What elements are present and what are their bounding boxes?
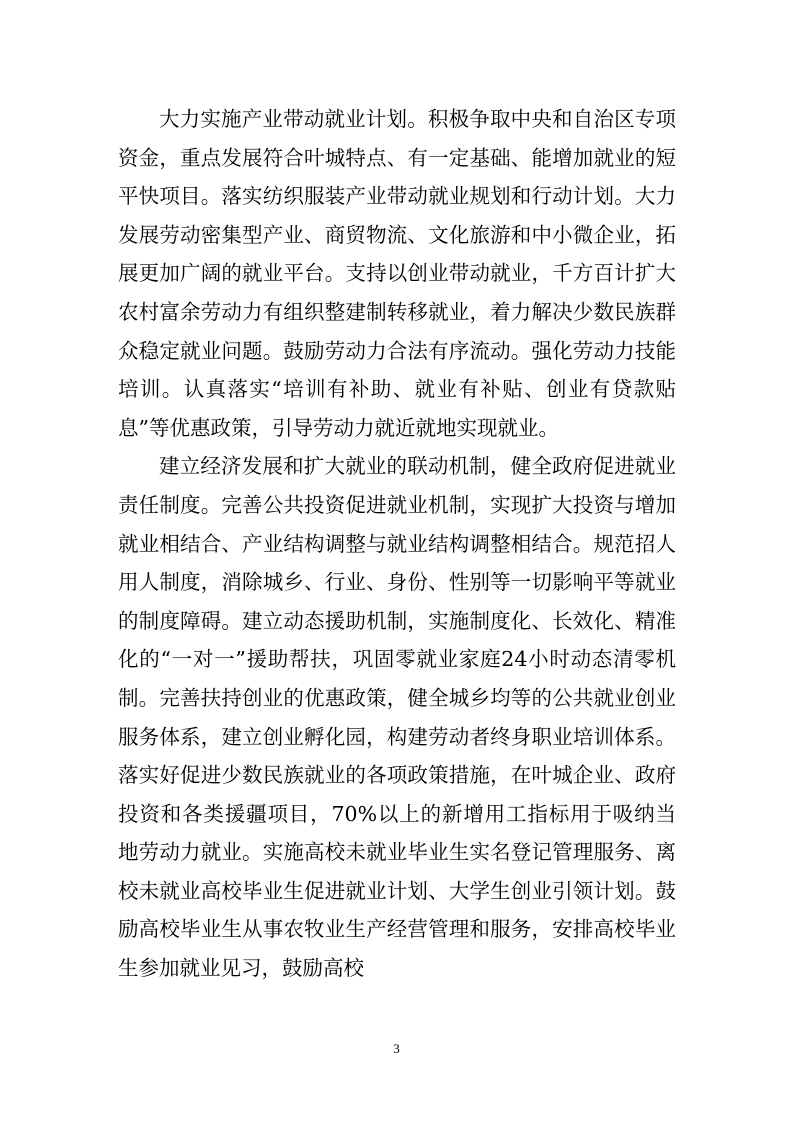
body-text <box>118 100 676 988</box>
paragraph-employment-plan: 大力实施产业带动就业计划。积极争取中央和自治区专项资金，重点发展符合叶城特点、有一定基础、能增加就业的短平快项目。落实纺织服装产业带动就业规划和行动计划。大力发展劳动密集型产业、商贸物流、文化旅游和中小微企业，拓展更加广阔的就业平台。支持以创业带动就业，千方百计扩大农村富余劳动力有组织整建制转移就业，着力解决少数民族群众稳定就业问题。鼓励劳动力合法有序流动。强化劳动力技能培训。认真落实“培训有补助、就业有补贴、创业有贷款贴息”等优惠政策，引导劳动力就近就地实现就业。 <box>118 107 676 440</box>
paragraph-linkage-mechanism: 建立经济发展和扩大就业的联动机制，健全政府促进就业责任制度。完善公共投资促进就业机制，实现扩大投资与增加就业相结合、产业结构调整与就业结构调整相结合。规范招人用人制度，消除城乡、行业、身份、性别等一切影响平等就业的制度障碍。建立动态援助机制，实施制度化、长效化、精准化的“一对一”援助帮扶，巩固零就业家庭24小时动态清零机制。完善扶持创业的优惠政策，健全城乡均等的公共就业创业服务体系，建立创业孵化园，构建劳动者终身职业培训体系。落实好促进少数民族就业的各项政策措施，在叶城企业、政府投资和各类援疆项目，70%以上的新增用工指标用于吸纳当地劳动力就业。实施高校未就业毕业生实名登记管理服务、离校未就业高校毕业生促进就业计划、大学生创业引领计划。鼓励高校毕业生从事农牧业生产经营管理和服务，安排高校毕业生参加就业见习，鼓励高校 <box>118 454 676 981</box>
page-number: 3 <box>393 1041 400 1056</box>
